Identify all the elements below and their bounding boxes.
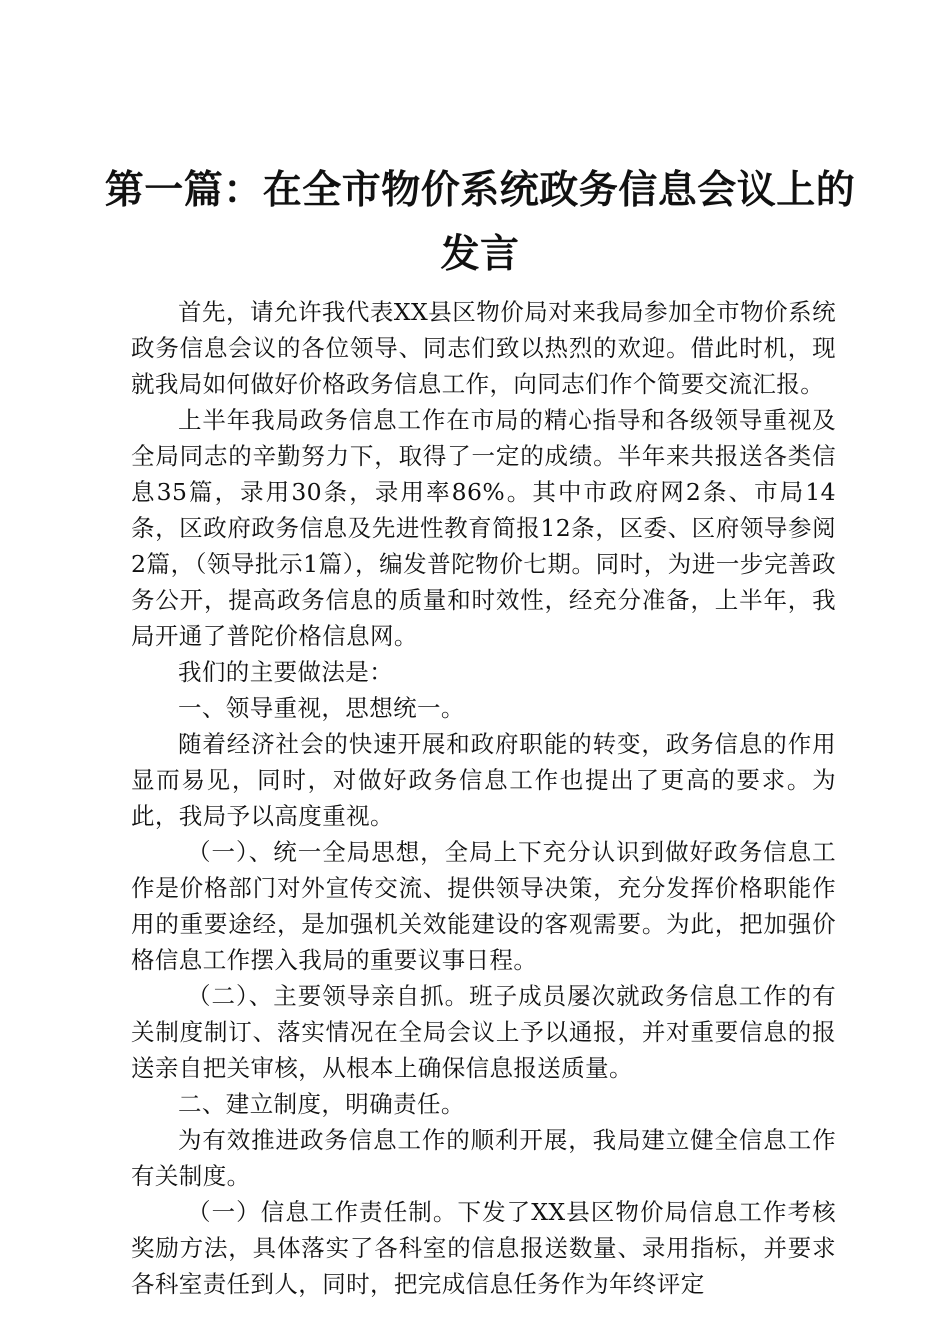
- document-body: [131, 294, 836, 1302]
- section-heading-1: 一、领导重视，思想统一。: [178, 694, 465, 722]
- paragraph-section-1: 随着经济社会的快速开展和政府职能的转变，政务信息的作用显而易见，同时，对做好政务信息工作也提出了更高的要求。为此，我局予以高度重视。: [131, 730, 836, 830]
- paragraph-item-1-2: （二）、主要领导亲自抓。班子成员屡次就政务信息工作的有关制度制订、落实情况在全局会议上予以通报，并对重要信息的报送亲自把关审核，从根本上确保信息报送质量。: [131, 982, 836, 1082]
- section-heading-2: 二、建立制度，明确责任。: [178, 1090, 465, 1118]
- paragraph-item-1-1: （一）、统一全局思想，全局上下充分认识到做好政务信息工作是价格部门对外宣传交流、提供领导决策，充分发挥价格职能作用的重要途经，是加强机关效能建设的客观需要。为此，把加强价格信息工作摆入我局的重要议事日程。: [131, 838, 836, 974]
- document-title: 第一篇：在全市物价系统政务信息会议上的发言: [104, 167, 856, 277]
- paragraph-results: 上半年我局政务信息工作在市局的精心指导和各级领导重视及全局同志的辛勤努力下，取得了一定的成绩。半年来共报送各类信息35篇，录用30条，录用率86%。其中市政府网2条、市局14条，区政府政务信息及先进性教育简报12条，区委、区府领导参阅2篇，（领导批示1篇），编发普陀物价七期。同时，为进一步完善政务公开，提高政务信息的质量和时效性，经充分准备，上半年，我局开通了普陀价格信息网。: [131, 406, 836, 650]
- paragraph-item-2-1: （一）信息工作责任制。下发了XX县区物价局信息工作考核奖励方法，具体落实了各科室的信息报送数量、录用指标，并要求各科室责任到人，同时，把完成信息任务作为年终评定: [131, 1198, 836, 1298]
- paragraph-methods-intro: 我们的主要做法是：: [178, 658, 394, 686]
- paragraph-intro: 首先，请允许我代表XX县区物价局对来我局参加全市物价系统政务信息会议的各位领导、同志们致以热烈的欢迎。借此时机，现就我局如何做好价格政务信息工作，向同志们作个简要交流汇报。: [131, 298, 836, 398]
- paragraph-section-2: 为有效推进政务信息工作的顺利开展，我局建立健全信息工作有关制度。: [131, 1126, 836, 1190]
